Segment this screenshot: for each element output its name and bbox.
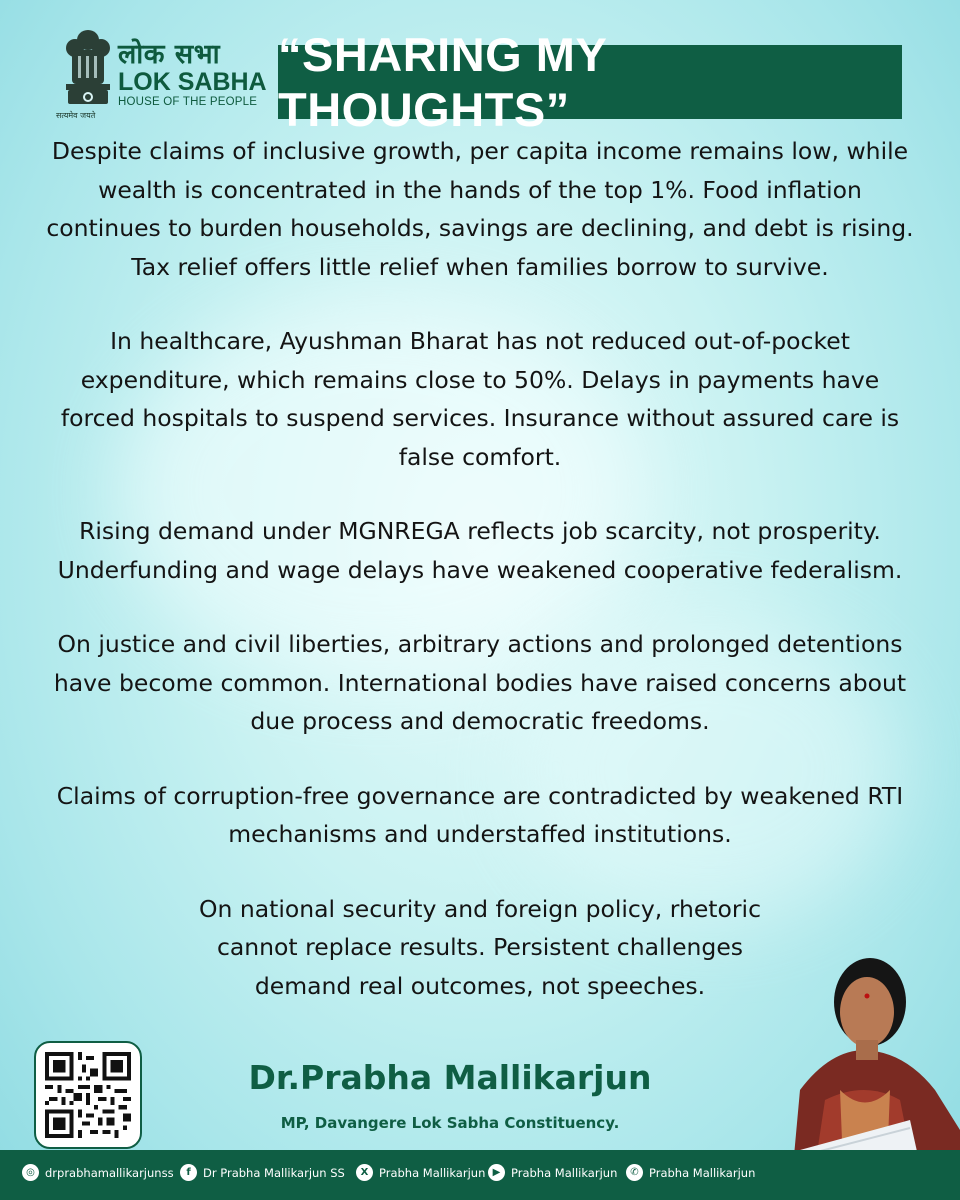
x-icon: X [356,1164,373,1181]
social-x[interactable] [356,1164,485,1181]
paragraph-mgnrega: Rising demand under MGNREGA reflects job scarcity, not prosperity. Underfunding and wage delays have weakened cooperative federalism. [57,517,903,584]
statement-body [40,132,920,1005]
social-label: Prabha Mallikarjun [379,1165,486,1180]
social-whatsapp[interactable] [626,1164,755,1181]
social-label: drprabhamallikarjunss [45,1165,174,1180]
facebook-icon: f [180,1164,197,1181]
paragraph-justice: On justice and civil liberties, arbitrary actions and prolonged detentions have become common. International bodies have raised concerns about due process and democratic freedoms. [53,630,907,735]
lok-sabha-title: LOK SABHA [118,68,267,96]
whatsapp-icon: ✆ [626,1164,643,1181]
social-youtube[interactable] [488,1164,617,1181]
social-instagram[interactable] [22,1164,174,1181]
paragraph-healthcare: In healthcare, Ayushman Bharat has not reduced out-of-pocket expenditure, which remains close to 50%. Delays in payments have forced hospitals to suspend services. Insurance without assured care is false comfort. [60,327,900,471]
social-label: Dr Prabha Mallikarjun SS [203,1165,345,1180]
paragraph-governance: Claims of corruption-free governance are contradicted by weakened RTI mechanisms and understaffed institutions. [56,781,904,848]
social-facebook[interactable] [180,1164,345,1181]
emblem-motto: सत्यमेव जयते [56,111,96,120]
author-role: MP, Davangere Lok Sabha Constituency. [280,1114,620,1132]
lok-sabha-subtitle: HOUSE OF THE PEOPLE [118,96,258,108]
national-emblem-icon [58,26,118,118]
lok-sabha-hindi-title: लोक सभा [118,39,221,70]
qr-code-icon [45,1052,131,1138]
youtube-icon: ▶ [488,1164,505,1181]
social-label: Prabha Mallikarjun [511,1165,618,1180]
qr-code[interactable] [34,1041,142,1149]
author-name: Dr.Prabha Mallikarjun [248,1058,652,1097]
social-label: Prabha Mallikarjun [649,1165,756,1180]
page-title-banner: “SHARING MY THOUGHTS” [278,45,902,119]
paragraph-security: On national security and foreign policy, rhetoric cannot replace results. Persistent challenges demand real outcomes, not speeches. [198,894,762,1000]
paragraph-economy: Despite claims of inclusive growth, per capita income remains low, while wealth is concentrated in the hands of the top 1%. Food inflation continues to burden households, savings are declining, and debt is rising. Tax relief offers little relief when families borrow to survive. [46,137,914,281]
instagram-icon: ◎ [22,1164,39,1181]
